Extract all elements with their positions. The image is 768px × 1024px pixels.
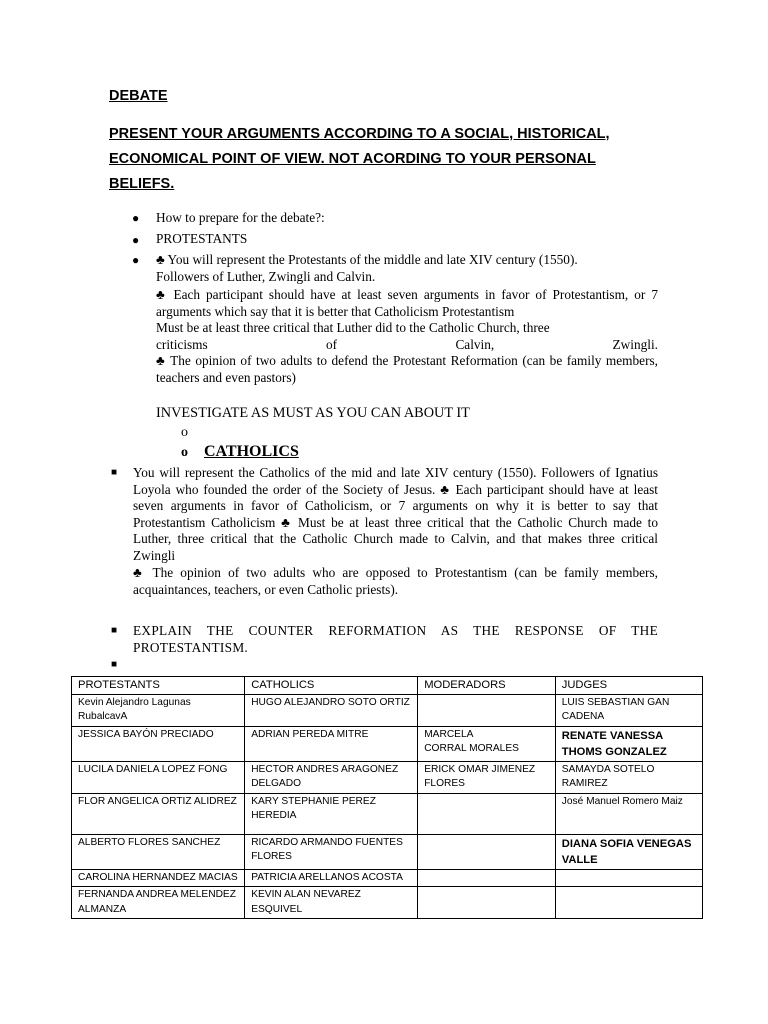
catholic-cell: ADRIAN PEREDA MITRE [245, 726, 418, 761]
table-row [72, 726, 703, 761]
moderator-cell [418, 793, 556, 834]
judge-cell [555, 887, 702, 919]
catholic-cell: HUGO ALEJANDRO SOTO ORTIZ [245, 694, 418, 726]
header-moderadors: MODERADORS [418, 677, 556, 695]
judge-cell: SAMAYDA SOTELO RAMIREZ [555, 761, 702, 793]
bullet-dot-icon: ● [132, 211, 140, 225]
bullet-prepare: How to prepare for the debate?: [156, 210, 325, 225]
protestant-represent-line-2: Followers of Luther, Zwingli and Calvin. [156, 268, 376, 284]
judge-cell: José Manuel Romero Maiz [555, 793, 702, 834]
moderator-cell: MARCELA CORRAL MORALES [418, 726, 556, 761]
protestant-criticism-line-2 [156, 337, 658, 354]
catholic-paragraphs [133, 465, 658, 598]
protestant-cell: ALBERTO FLORES SANCHEZ [72, 834, 245, 869]
protestant-criticism-line-1: Must be at least three critical that Luther did to the Catholic Church, three [156, 320, 550, 335]
catholic-cell: RICARDO ARMANDO FUENTES FLORES [245, 834, 418, 869]
protestant-cell: LUCILA DANIELA LOPEZ FONG [72, 761, 245, 793]
catholic-cell: HECTOR ANDRES ARAGONEZ DELGADO [245, 761, 418, 793]
table-row [72, 694, 703, 726]
protestant-represent-line-1: ♣ You will represent the Protestants of the middle and late XIV century (1550). [156, 252, 578, 267]
table-row [72, 761, 703, 793]
criticism-word-1: criticisms [156, 336, 208, 352]
protestant-cell: CAROLINA HERNANDEZ MACIAS [72, 869, 245, 887]
header-protestants: PROTESTANTS [72, 677, 245, 695]
judge-cell [555, 869, 702, 887]
bullet-protestants: PROTESTANTS [156, 231, 248, 246]
protestant-cell: FERNANDA ANDREA MELENDEZ ALMANZA [72, 887, 245, 919]
table-row [72, 887, 703, 919]
table-row [72, 869, 703, 887]
protestant-cell: Kevin Alejandro Lagunas RubalcavA [72, 694, 245, 726]
catholics-heading: CATHOLICS [204, 443, 299, 460]
protestant-cell: FLOR ANGELICA ORTIZ ALIDREZ [72, 793, 245, 834]
square-bullet-icon: ■ [111, 625, 118, 636]
instructions [109, 122, 669, 197]
moderator-cell [418, 887, 556, 919]
moderator-cell [418, 694, 556, 726]
square-bullet-icon: ■ [111, 467, 118, 478]
protestant-paragraphs [156, 252, 658, 386]
catholic-cell: KARY STEPHANIE PEREZ HEREDIA [245, 793, 418, 834]
catholic-cell: PATRICIA ARELLANOS ACOSTA [245, 869, 418, 887]
counter-reformation-task: EXPLAIN THE COUNTER REFORMATION AS THE RESPONSE OF THE PROTESTANTISM. [133, 623, 658, 655]
bullet-dot-icon: ● [132, 233, 140, 247]
debate-roster-table [71, 676, 703, 919]
instructions-line-2: ECONOMICAL POINT OF VIEW. NOT ACORDING TO YOUR PERSONAL [109, 151, 596, 167]
investigate-note: INVESTIGATE AS MUST AS YOU CAN ABOUT IT [156, 405, 470, 421]
catholic-opinion: ♣ The opinion of two adults who are opposed to Protestantism (can be family members, acquaintances, teachers, or even Catholic priests). [133, 565, 658, 597]
catholic-cell: KEVIN ALAN NEVAREZ ESQUIVEL [245, 887, 418, 919]
table-row [72, 793, 703, 834]
catholic-represent: You will represent the Catholics of the mid and late XIV century (1550). Followers of Ignatius Loyola who founded the order of the Society of Jesus. ♣ Each participant should have at least seven arguments in favor of Catholicism, or 7 arguments on why it is better to say that Protestantism Catholicism ♣ Must be at least three critical that the Catholic Church made to Luther, three critical that the Catholic Church made to Calvin, and that makes three critical Zwingli [133, 465, 658, 563]
header-catholics: CATHOLICS [245, 677, 418, 695]
bullet-dot-icon: ● [132, 253, 140, 267]
instructions-line-1: PRESENT YOUR ARGUMENTS ACCORDING TO A SOCIAL, HISTORICAL, [109, 126, 610, 142]
page-title: DEBATE [109, 88, 168, 104]
moderator-cell [418, 869, 556, 887]
header-judges: JUDGES [555, 677, 702, 695]
protestant-cell: JESSICA BAYÓN PRECIADO [72, 726, 245, 761]
table-header-row [72, 677, 703, 695]
table-row [72, 834, 703, 869]
protestant-opinion: ♣ The opinion of two adults to defend the Protestant Reformation (can be family members, teachers and even pastors) [156, 353, 658, 385]
judge-cell: RENATE VANESSA THOMS GONZALEZ [555, 726, 702, 761]
criticism-word-4: Zwingli. [612, 336, 658, 352]
instructions-line-3: BELIEFS. [109, 176, 175, 192]
judge-cell: LUIS SEBASTIAN GAN CADENA [555, 694, 702, 726]
judge-cell: DIANA SOFIA VENEGAS VALLE [555, 834, 702, 869]
moderator-cell: ERICK OMAR JIMENEZ FLORES [418, 761, 556, 793]
circle-bullet-icon: o [181, 445, 188, 460]
criticism-word-2: of [326, 336, 338, 352]
protestant-arguments: ♣ Each participant should have at least seven arguments in favor of Protestantism, or 7 arguments which say that it is better that Catholicism Protestantism [156, 287, 658, 319]
criticism-word-3: Calvin, [455, 336, 495, 352]
square-bullet-icon: ■ [111, 659, 118, 670]
empty-circle-bullet-icon: o [181, 425, 188, 440]
moderator-cell [418, 834, 556, 869]
